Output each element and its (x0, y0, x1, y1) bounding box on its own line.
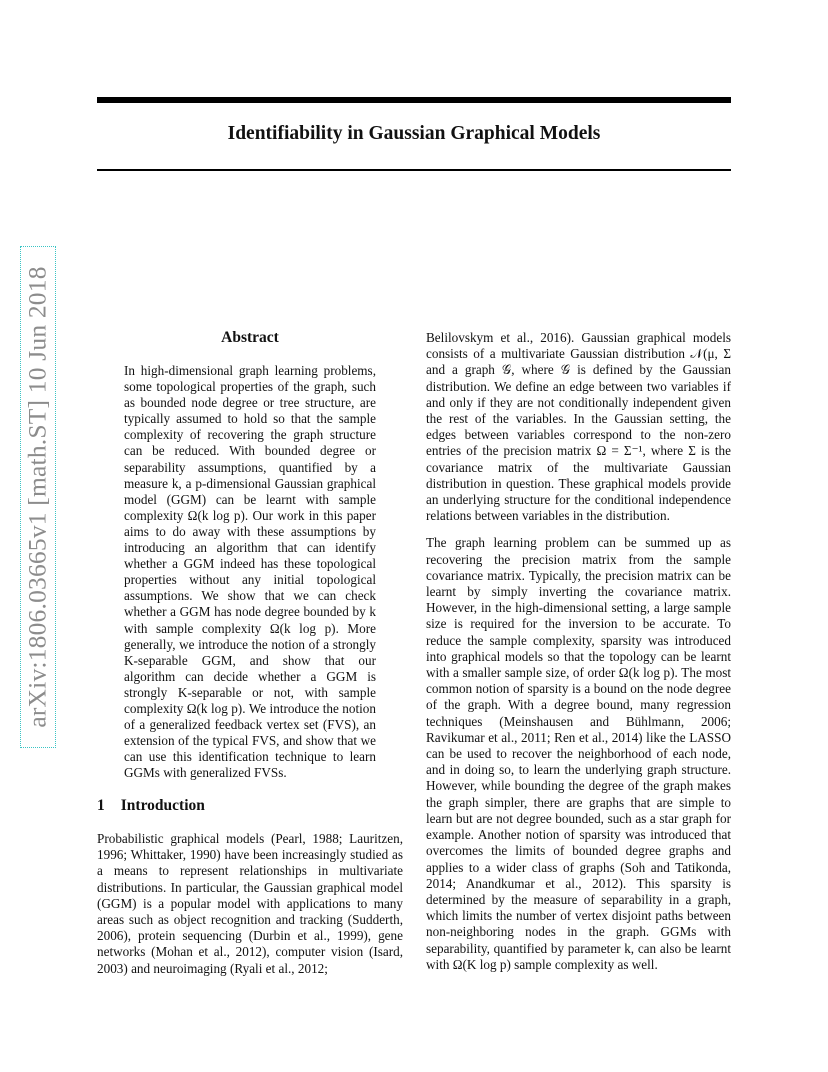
intro-right-column (426, 330, 731, 973)
intro-left-column (97, 831, 403, 977)
title-bottom-rule (97, 169, 731, 171)
intro-paragraph-2: Belilovskym et al., 2016). Gaussian graphical models consists of a multivariate Gaussian distribution 𝒩(μ, Σ and a graph 𝒢, where 𝒢 is defined by the Gaussian distribution. We define an edge between two variables if and only if they are not conditionally independent given the rest of the variables. In the Gaussian setting, the edges between variables correspond to the non-zero entries of the precision matrix Ω = Σ⁻¹, where Σ is the covariance matrix of the multivariate Gaussian distribution in question. These graphical models provide an underlying structure for the conditional independence relations between variables in the distribution. (426, 330, 731, 524)
intro-paragraph-1: Probabilistic graphical models (Pearl, 1988; Lauritzen, 1996; Whittaker, 1990) have been increasingly studied as a means to represent relationships in multivariate distributions. In particular, the Gaussian graphical model (GGM) is a popular model with applications to many areas such as object recognition and tracking (Sudderth, 2006), protein sequencing (Durbin et al., 1999), gene networks (Mohan et al., 2012), computer vision (Isard, 2003) and neuroimaging (Ryali et al., 2012; (97, 831, 403, 976)
section-heading-introduction (97, 797, 205, 815)
arxiv-stamp-link[interactable] (20, 246, 56, 748)
section-number: 1 (97, 797, 105, 814)
paper-title: Identifiability in Gaussian Graphical Models (227, 123, 601, 144)
top-rule (97, 97, 731, 103)
section-title-text: Introduction (120, 797, 205, 814)
abstract-paragraph: In high-dimensional graph learning problems, some topological properties of the graph, such as bounded node degree or tree structure, are typically assumed to hold so that the sample complexity of recovering the graph structure can be reduced. With bounded degree or separability assumptions, quantified by a measure k, a p-dimensional Gaussian graphical model (GGM) can be learnt with sample complexity Ω(k log p). Our work in this paper aims to do away with these assumptions by introducing an algorithm that can identify whether a GGM indeed has these topological properties without any initial topological assumptions. We show that we can check whether a GGM has node degree bounded by k with sample complexity Ω(k log p). More generally, we introduce the notion of a strongly K-separable GGM, and show that our algorithm can decide whether a GGM is strongly K-separable or not, with sample complexity Ω(k log p). We introduce the notion of a generalized feedback vertex set (FVS), an extension of the typical FVS, and show that we can use this identification technique to learn GGMs with generalized FVSs. (124, 363, 376, 781)
abstract-text (124, 363, 376, 781)
abstract-heading: Abstract (221, 329, 279, 346)
arxiv-stamp-text: arXiv:1806.03665v1 [math.ST] 10 Jun 2018 (23, 266, 52, 728)
intro-paragraph-3: The graph learning problem can be summed up as recovering the precision matrix from the sample covariance matrix. Typically, the precision matrix can be learnt by simply inverting the covariance matrix. However, in the high-dimensional setting, a large sample size is required for the inversion to be accurate. To reduce the sample complexity, sparsity was introduced into graphical models so that the topology can be learnt with a smaller sample size, of order Ω(k log p). The most common notion of sparsity is a bound on the node degree of the graph. With a degree bound, many regression techniques (Meinshausen and Bühlmann, 2006; Ravikumar et al., 2011; Ren et al., 2014) like the LASSO can be used to recover the neighborhood of each node, and in doing so, to learn the underlying graph structure. However, while bounding the degree of the graph makes the graph simpler, there are graphs that are simple to learn but are not degree bounded, such as a star graph for example. Another notion of sparsity was introduced that overcomes the limits of bounded degree graphs and applies to a wider class of graphs (Soh and Tatikonda, 2014; Anandkumar et al., 2012). This sparsity is determined by the measure of separability in a graph, which limits the number of vertex disjoint paths between non-neighboring nodes in the graph. GGMs with separability, quantified by parameter k, can also be learnt with Ω(K log p) sample complexity as well. (426, 535, 731, 972)
